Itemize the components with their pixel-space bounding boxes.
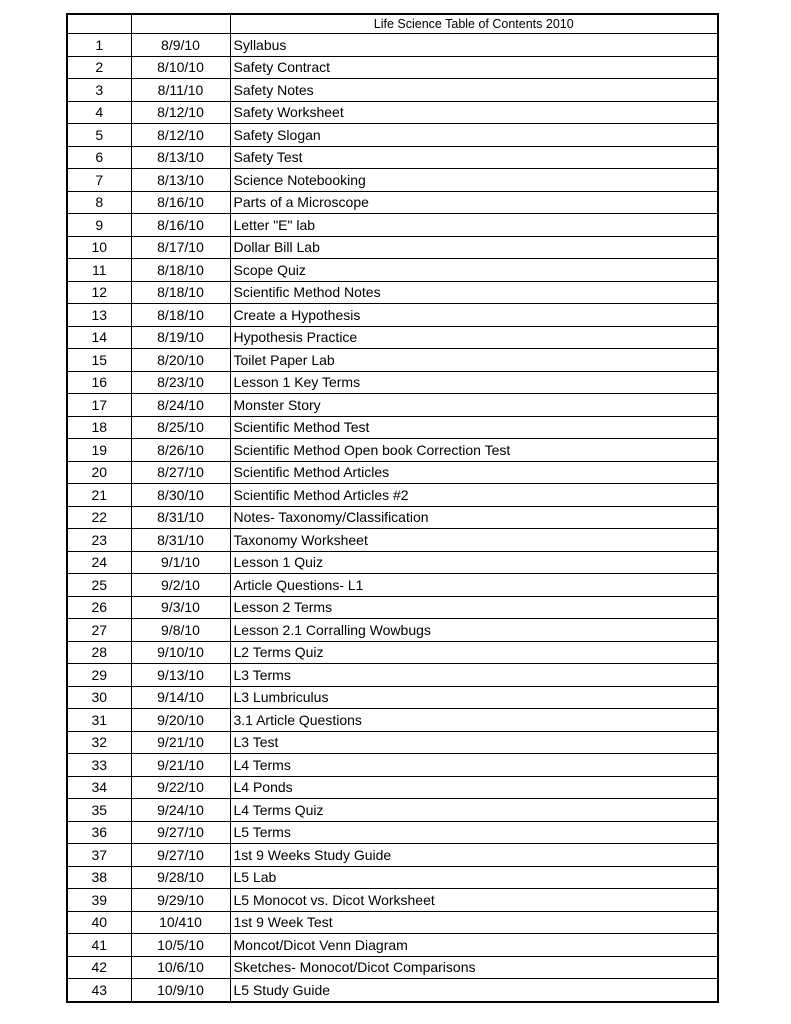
entry-date: 8/20/10 [131, 349, 230, 372]
table-row [67, 214, 718, 237]
entry-number: 9 [67, 214, 131, 237]
entry-number: 23 [67, 529, 131, 552]
table-of-contents [66, 13, 719, 1003]
table-row [67, 79, 718, 102]
entry-title: Scientific Method Notes [230, 281, 718, 304]
entry-title: Hypothesis Practice [230, 326, 718, 349]
entry-number: 28 [67, 641, 131, 664]
table-row [67, 911, 718, 934]
table-row [67, 754, 718, 777]
entry-number: 10 [67, 236, 131, 259]
header-date-cell [131, 14, 230, 34]
table-row [67, 934, 718, 957]
entry-date: 8/31/10 [131, 506, 230, 529]
table-body [67, 34, 718, 1002]
entry-date: 8/31/10 [131, 529, 230, 552]
entry-title: L3 Lumbriculus [230, 686, 718, 709]
entry-date: 9/13/10 [131, 664, 230, 687]
entry-number: 1 [67, 34, 131, 57]
table-row [67, 484, 718, 507]
entry-number: 2 [67, 56, 131, 79]
table-row [67, 596, 718, 619]
entry-title: L5 Lab [230, 866, 718, 889]
entry-number: 24 [67, 551, 131, 574]
entry-number: 17 [67, 394, 131, 417]
entry-date: 9/20/10 [131, 709, 230, 732]
entry-number: 21 [67, 484, 131, 507]
entry-number: 34 [67, 776, 131, 799]
entry-number: 13 [67, 304, 131, 327]
entry-date: 8/30/10 [131, 484, 230, 507]
entry-title: Science Notebooking [230, 169, 718, 192]
entry-number: 18 [67, 416, 131, 439]
table-row [67, 551, 718, 574]
entry-date: 8/11/10 [131, 79, 230, 102]
entry-number: 26 [67, 596, 131, 619]
entry-title: Dollar Bill Lab [230, 236, 718, 259]
entry-number: 15 [67, 349, 131, 372]
entry-number: 22 [67, 506, 131, 529]
table-row [67, 506, 718, 529]
entry-date: 8/17/10 [131, 236, 230, 259]
entry-title: L4 Terms [230, 754, 718, 777]
entry-title: Safety Slogan [230, 124, 718, 147]
table-row [67, 394, 718, 417]
entry-date: 8/16/10 [131, 191, 230, 214]
entry-number: 29 [67, 664, 131, 687]
table-row [67, 326, 718, 349]
entry-number: 37 [67, 844, 131, 867]
entry-title: Safety Test [230, 146, 718, 169]
table-row [67, 146, 718, 169]
entry-title: Scientific Method Articles [230, 461, 718, 484]
header-num-cell [67, 14, 131, 34]
entry-date: 9/22/10 [131, 776, 230, 799]
entry-number: 11 [67, 259, 131, 282]
entry-title: Safety Contract [230, 56, 718, 79]
table-header [67, 14, 718, 34]
entry-number: 39 [67, 889, 131, 912]
entry-date: 10/9/10 [131, 979, 230, 1002]
entry-date: 9/14/10 [131, 686, 230, 709]
entry-date: 8/26/10 [131, 439, 230, 462]
entry-date: 8/18/10 [131, 259, 230, 282]
table-row [67, 529, 718, 552]
entry-number: 6 [67, 146, 131, 169]
entry-title: Safety Notes [230, 79, 718, 102]
entry-title: 3.1 Article Questions [230, 709, 718, 732]
entry-title: L5 Terms [230, 821, 718, 844]
entry-title: Safety Worksheet [230, 101, 718, 124]
entry-title: Sketches- Monocot/Dicot Comparisons [230, 956, 718, 979]
entry-title: Notes- Taxonomy/Classification [230, 506, 718, 529]
entry-title: Scientific Method Test [230, 416, 718, 439]
entry-date: 9/21/10 [131, 731, 230, 754]
table-row [67, 304, 718, 327]
table-row [67, 56, 718, 79]
entry-title: Scientific Method Articles #2 [230, 484, 718, 507]
entry-number: 42 [67, 956, 131, 979]
entry-title: Moncot/Dicot Venn Diagram [230, 934, 718, 957]
entry-number: 25 [67, 574, 131, 597]
table-row [67, 124, 718, 147]
entry-date: 9/27/10 [131, 821, 230, 844]
entry-date: 8/12/10 [131, 124, 230, 147]
entry-number: 41 [67, 934, 131, 957]
entry-number: 38 [67, 866, 131, 889]
entry-date: 9/27/10 [131, 844, 230, 867]
entry-number: 27 [67, 619, 131, 642]
table-row [67, 979, 718, 1002]
table-row [67, 34, 718, 57]
entry-number: 19 [67, 439, 131, 462]
entry-date: 9/21/10 [131, 754, 230, 777]
table-row [67, 439, 718, 462]
entry-number: 35 [67, 799, 131, 822]
entry-date: 8/19/10 [131, 326, 230, 349]
entry-title: Syllabus [230, 34, 718, 57]
entry-number: 30 [67, 686, 131, 709]
table-row [67, 619, 718, 642]
entry-title: Parts of a Microscope [230, 191, 718, 214]
entry-date: 10/410 [131, 911, 230, 934]
entry-number: 43 [67, 979, 131, 1002]
entry-number: 4 [67, 101, 131, 124]
table-row [67, 416, 718, 439]
entry-title: L4 Terms Quiz [230, 799, 718, 822]
entry-title: Monster Story [230, 394, 718, 417]
entry-title: Letter "E" lab [230, 214, 718, 237]
entry-number: 31 [67, 709, 131, 732]
table-row [67, 281, 718, 304]
entry-number: 3 [67, 79, 131, 102]
entry-title: 1st 9 Weeks Study Guide [230, 844, 718, 867]
table-row [67, 641, 718, 664]
entry-number: 32 [67, 731, 131, 754]
table-row [67, 101, 718, 124]
table-row [67, 371, 718, 394]
entry-title: L5 Monocot vs. Dicot Worksheet [230, 889, 718, 912]
table-row [67, 461, 718, 484]
table-row [67, 169, 718, 192]
entry-title: L4 Ponds [230, 776, 718, 799]
table-row [67, 821, 718, 844]
entry-date: 9/8/10 [131, 619, 230, 642]
table-row [67, 866, 718, 889]
table-row [67, 889, 718, 912]
entry-date: 10/5/10 [131, 934, 230, 957]
entry-number: 36 [67, 821, 131, 844]
entry-number: 7 [67, 169, 131, 192]
entry-title: Lesson 2 Terms [230, 596, 718, 619]
entry-number: 20 [67, 461, 131, 484]
table-row [67, 574, 718, 597]
entry-number: 40 [67, 911, 131, 934]
entry-date: 8/24/10 [131, 394, 230, 417]
entry-date: 10/6/10 [131, 956, 230, 979]
entry-date: 9/24/10 [131, 799, 230, 822]
entry-title: L3 Terms [230, 664, 718, 687]
entry-date: 8/13/10 [131, 169, 230, 192]
entry-date: 9/28/10 [131, 866, 230, 889]
entry-number: 14 [67, 326, 131, 349]
entry-date: 8/25/10 [131, 416, 230, 439]
entry-date: 9/2/10 [131, 574, 230, 597]
entry-number: 5 [67, 124, 131, 147]
entry-title: Lesson 1 Key Terms [230, 371, 718, 394]
entry-title: L2 Terms Quiz [230, 641, 718, 664]
entry-title: Lesson 1 Quiz [230, 551, 718, 574]
header-row [67, 14, 718, 34]
entry-number: 33 [67, 754, 131, 777]
entry-title: Create a Hypothesis [230, 304, 718, 327]
entry-date: 8/23/10 [131, 371, 230, 394]
entry-date: 9/3/10 [131, 596, 230, 619]
table-row [67, 956, 718, 979]
table-row [67, 686, 718, 709]
entry-number: 8 [67, 191, 131, 214]
entry-date: 9/10/10 [131, 641, 230, 664]
entry-title: Scope Quiz [230, 259, 718, 282]
table-row [67, 799, 718, 822]
entry-date: 8/18/10 [131, 304, 230, 327]
entry-date: 8/9/10 [131, 34, 230, 57]
entry-title: Article Questions- L1 [230, 574, 718, 597]
entry-number: 16 [67, 371, 131, 394]
entry-date: 8/12/10 [131, 101, 230, 124]
table-row [67, 259, 718, 282]
table-row [67, 776, 718, 799]
table-row [67, 731, 718, 754]
entry-title: L5 Study Guide [230, 979, 718, 1002]
entry-title: 1st 9 Week Test [230, 911, 718, 934]
entry-date: 8/18/10 [131, 281, 230, 304]
table-row [67, 236, 718, 259]
table-row [67, 349, 718, 372]
table-row [67, 844, 718, 867]
entry-title: Taxonomy Worksheet [230, 529, 718, 552]
table-row [67, 664, 718, 687]
table-row [67, 709, 718, 732]
entry-date: 8/13/10 [131, 146, 230, 169]
entry-number: 12 [67, 281, 131, 304]
entry-title: Lesson 2.1 Corralling Wowbugs [230, 619, 718, 642]
entry-date: 8/27/10 [131, 461, 230, 484]
entry-title: Toilet Paper Lab [230, 349, 718, 372]
entry-title: L3 Test [230, 731, 718, 754]
entry-date: 9/1/10 [131, 551, 230, 574]
entry-title: Scientific Method Open book Correction Test [230, 439, 718, 462]
entry-date: 9/29/10 [131, 889, 230, 912]
entry-date: 8/10/10 [131, 56, 230, 79]
page-title: Life Science Table of Contents 2010 [230, 14, 718, 34]
table-row [67, 191, 718, 214]
entry-date: 8/16/10 [131, 214, 230, 237]
